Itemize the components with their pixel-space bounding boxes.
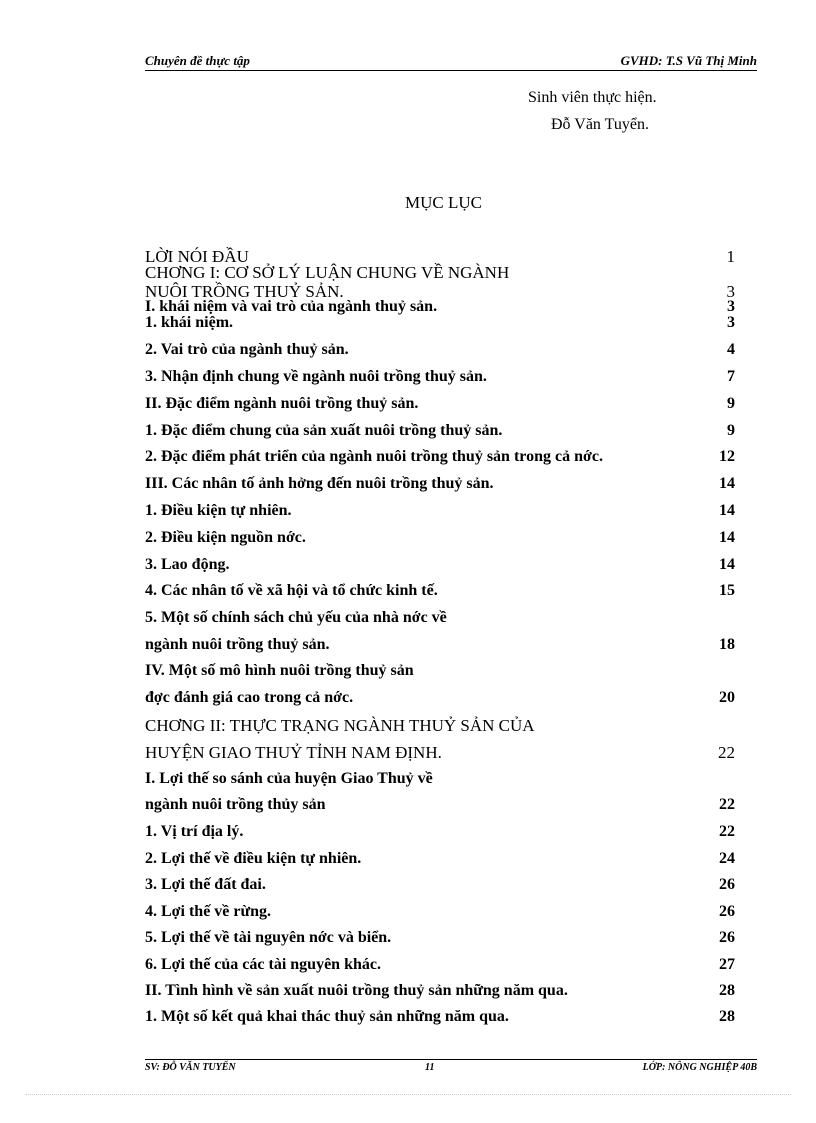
- toc-entry-text: đợc đánh giá cao trong cả nớc.: [145, 689, 354, 706]
- toc-entry-text: I. khái niệm và vai trò của ngành thuỷ sản.: [145, 298, 438, 315]
- toc-entry-text: 3. Lợi thế đất đai.: [145, 876, 266, 893]
- student-block: [528, 84, 657, 138]
- toc-entry-text: NUÔI TRỒNG THUỶ SẢN.: [145, 282, 344, 301]
- toc-entry-text: 5. Một số chính sách chủ yếu của nhà nớc về: [145, 609, 447, 626]
- toc-entry-text: HUYỆN GIAO THUỶ TỈNH NAM ĐỊNH.: [145, 743, 442, 762]
- toc-entry-text: CHƠNG II: THỰC TRẠNG NGÀNH THUỶ SẢN CỦA: [145, 716, 535, 735]
- page-edge-divider: [25, 1094, 791, 1095]
- footer-left: SV: ĐỖ VĂN TUYỂN: [145, 1062, 236, 1072]
- toc-entry: [145, 368, 735, 390]
- toc-entry: [145, 582, 735, 604]
- toc-entry: [145, 475, 735, 497]
- toc-entry: [145, 636, 735, 658]
- toc-entry-page: 26: [719, 876, 735, 893]
- toc-entry-page: 7: [727, 368, 735, 385]
- toc-entry-page: 18: [719, 636, 735, 653]
- toc-entry-page: 1: [726, 247, 735, 266]
- toc-entry-page: 14: [719, 502, 735, 519]
- toc-entry: [145, 903, 735, 925]
- footer-right: LỚP: NÔNG NGHIỆP 40B: [642, 1062, 757, 1072]
- toc-entry: [145, 956, 735, 978]
- toc-entry-text: 2. Điều kiện nguồn nớc.: [145, 529, 306, 546]
- toc-entry-text: LỜI NÓI ĐẦU: [145, 247, 249, 266]
- toc-entry-page: 22: [719, 823, 735, 840]
- page-footer: [145, 1059, 757, 1072]
- toc-entry-page: 22: [719, 796, 735, 813]
- toc-entry-page: 27: [719, 956, 735, 973]
- toc-entry-text: 1. Đặc điểm chung của sản xuất nuôi trồng thuỷ sản.: [145, 422, 503, 439]
- toc-entry-text: 1. Điều kiện tự nhiên.: [145, 502, 292, 519]
- toc-entry: [145, 876, 735, 898]
- student-label: Sinh viên thực hiện.: [528, 89, 657, 106]
- toc-entry-text: 3. Nhận định chung về ngành nuôi trồng thuỷ sản.: [145, 368, 487, 385]
- toc-entry-page: 3: [727, 314, 735, 331]
- toc-entry: [145, 662, 735, 684]
- toc-entry-text: 4. Lợi thế về rừng.: [145, 903, 272, 920]
- toc-entry-text: II. Đặc điểm ngành nuôi trồng thuỷ sản.: [145, 395, 419, 412]
- toc-entry-text: 5. Lợi thế về tài nguyên nớc và biển.: [145, 929, 392, 946]
- toc-entry: [145, 609, 735, 631]
- toc-entry: [145, 743, 735, 765]
- toc-entry-text: 2. Đặc điểm phát triển của ngành nuôi trồng thuỷ sản trong cả nớc.: [145, 448, 603, 465]
- toc-entry: [145, 716, 735, 738]
- toc-entry: [145, 796, 735, 818]
- toc-entry: [145, 689, 735, 711]
- toc-entry-page: 9: [727, 395, 735, 412]
- toc-entry: [145, 422, 735, 444]
- toc-entry-page: 22: [718, 743, 735, 762]
- toc-entry: [145, 850, 735, 872]
- toc-entry: [145, 929, 735, 951]
- toc-entry-text: III. Các nhân tố ảnh hởng đến nuôi trồng thuỷ sản.: [145, 475, 494, 492]
- toc-entry: [145, 341, 735, 363]
- toc-entry: [145, 770, 735, 792]
- toc-entry-text: ngành nuôi trồng thuỷ sản.: [145, 636, 330, 653]
- toc-entry: [145, 1008, 735, 1030]
- toc-entry: [145, 982, 735, 1004]
- toc-entry-text: CHƠNG I: CƠ SỞ LÝ LUẬN CHUNG VỀ NGÀNH: [145, 263, 510, 282]
- toc-entry-page: 24: [719, 850, 735, 867]
- toc-entry: [145, 556, 735, 578]
- header-right: GVHD: T.S Vũ Thị Minh: [620, 53, 757, 68]
- toc-entry: [145, 502, 735, 524]
- toc-entry: [145, 314, 735, 336]
- toc-entry-text: 2. Vai trò của ngành thuỷ sản.: [145, 341, 349, 358]
- toc-entry-text: I. Lợi thế so sánh của huyện Giao Thuỷ về: [145, 770, 433, 787]
- toc-entry-page: 4: [727, 341, 735, 358]
- toc-entry-page: 15: [719, 582, 735, 599]
- toc-entry-page: 12: [719, 448, 735, 465]
- toc-entry-page: 26: [719, 929, 735, 946]
- toc-entry-page: 9: [727, 422, 735, 439]
- toc-entry-page: 3: [727, 298, 735, 315]
- toc-entry-page: 3: [726, 282, 735, 301]
- toc-entry-page: 14: [719, 529, 735, 546]
- toc-entry-text: 6. Lợi thế của các tài nguyên khác.: [145, 956, 381, 973]
- toc-entry-text: 1. Vị trí địa lý.: [145, 823, 244, 840]
- toc-title: MỤC LỤC: [405, 193, 482, 212]
- toc-entry-text: 1. Một số kết quả khai thác thuỷ sản những năm qua.: [145, 1008, 509, 1025]
- toc-entry: [145, 448, 735, 470]
- toc-entry-text: 3. Lao động.: [145, 556, 230, 573]
- page-header: [145, 52, 757, 71]
- header-left: Chuyên đề thực tập: [145, 53, 250, 68]
- toc-entry-text: 2. Lợi thế về điều kiện tự nhiên.: [145, 850, 362, 867]
- toc-entry-page: 28: [719, 1008, 735, 1025]
- toc-entry-text: 1. khái niệm.: [145, 314, 234, 331]
- toc-entry-page: 14: [719, 556, 735, 573]
- toc-entry: [145, 395, 735, 417]
- toc-entry-text: II. Tình hình về sản xuất nuôi trồng thuỷ sản những năm qua.: [145, 982, 568, 999]
- toc-entry-page: 20: [719, 689, 735, 706]
- toc-entry-page: 26: [719, 903, 735, 920]
- toc-entry-text: 4. Các nhân tố về xã hội và tổ chức kinh tế.: [145, 582, 438, 599]
- toc-entry: [145, 823, 735, 845]
- toc-entry-text: ngành nuôi trồng thủy sản: [145, 796, 326, 813]
- student-name: Đỗ Văn Tuyển.: [551, 116, 649, 133]
- toc-entry-text: IV. Một số mô hình nuôi trồng thuỷ sản: [145, 662, 414, 679]
- toc-entry: [145, 529, 735, 551]
- toc-entry-page: 28: [719, 982, 735, 999]
- footer-center: 11: [425, 1062, 435, 1072]
- toc-entry-page: 14: [719, 475, 735, 492]
